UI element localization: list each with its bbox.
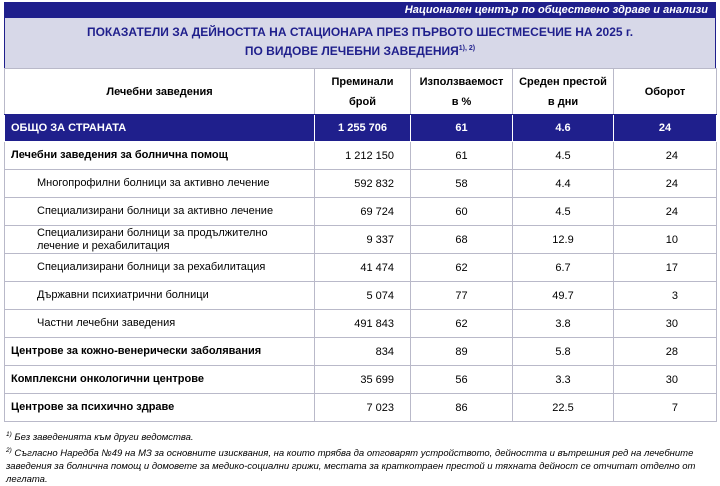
row-turnover: 17 xyxy=(614,254,717,282)
row-discharged: 1 212 150 xyxy=(315,142,411,170)
table-row xyxy=(5,282,717,310)
row-turnover: 24 xyxy=(614,170,717,198)
total-label: ОБЩО ЗА СТРАНАТА xyxy=(5,115,315,142)
header-facilities: Лечебни заведения xyxy=(5,69,315,115)
row-utilization: 77 xyxy=(411,282,513,310)
row-label: Центрове за психично здраве xyxy=(5,394,315,422)
total-row xyxy=(5,115,717,142)
row-avg-stay: 4.5 xyxy=(513,198,614,226)
row-label: Специализирани болници за продължително лечение и рехабилитация xyxy=(5,226,315,254)
header-avg-stay: Среден престой в дни xyxy=(513,69,614,115)
table-row xyxy=(5,142,717,170)
row-utilization: 62 xyxy=(411,310,513,338)
row-utilization: 86 xyxy=(411,394,513,422)
total-avg-stay: 4.6 xyxy=(513,115,614,142)
row-discharged: 834 xyxy=(315,338,411,366)
row-utilization: 60 xyxy=(411,198,513,226)
row-label: Специализирани болници за рехабилитация xyxy=(5,254,315,282)
title-line-1: ПОКАЗАТЕЛИ ЗА ДЕЙНОСТТА НА СТАЦИОНАРА ПРЕЗ ПЪРВОТО ШЕСТМЕСЕЧИЕ НА 2025 г. xyxy=(86,25,634,39)
row-avg-stay: 3.3 xyxy=(513,366,614,394)
row-turnover: 10 xyxy=(614,226,717,254)
report-title xyxy=(4,18,716,68)
row-turnover: 30 xyxy=(614,310,717,338)
table-row xyxy=(5,338,717,366)
row-utilization: 89 xyxy=(411,338,513,366)
total-utilization: 61 xyxy=(411,115,513,142)
row-discharged: 491 843 xyxy=(315,310,411,338)
footnote-1: $^{1)}$ Без заведенията към други ведомства. xyxy=(6,430,194,443)
row-label: Многопрофилни болници за активно лечение xyxy=(5,170,315,198)
row-avg-stay: 4.4 xyxy=(513,170,614,198)
row-avg-stay: 12.9 xyxy=(513,226,614,254)
row-avg-stay: 3.8 xyxy=(513,310,614,338)
header-discharged: Преминали брой xyxy=(315,69,411,115)
row-discharged: 9 337 xyxy=(315,226,411,254)
row-discharged: 7 023 xyxy=(315,394,411,422)
row-label: Комплексни онкологични центрове xyxy=(5,366,315,394)
header-utilization: Използваемост в % xyxy=(411,69,513,115)
row-utilization: 58 xyxy=(411,170,513,198)
row-avg-stay: 4.5 xyxy=(513,142,614,170)
row-utilization: 62 xyxy=(411,254,513,282)
table-row xyxy=(5,170,717,198)
header-turnover: Оборот xyxy=(614,69,717,115)
title-footnote-ref: 1), 2) xyxy=(458,45,476,52)
table-row xyxy=(5,226,717,254)
table-row xyxy=(5,366,717,394)
row-turnover: 30 xyxy=(614,366,717,394)
row-discharged: 592 832 xyxy=(315,170,411,198)
row-utilization: 68 xyxy=(411,226,513,254)
row-label: Специализирани болници за активно лечение xyxy=(5,198,315,226)
row-turnover: 24 xyxy=(614,198,717,226)
row-discharged: 5 074 xyxy=(315,282,411,310)
row-avg-stay: 6.7 xyxy=(513,254,614,282)
footnotes xyxy=(6,431,714,486)
row-label: Частни лечебни заведения xyxy=(5,310,315,338)
row-utilization: 56 xyxy=(411,366,513,394)
table-row xyxy=(5,254,717,282)
stats-table xyxy=(4,68,717,422)
total-discharged: 1 255 706 xyxy=(315,115,411,142)
title-line-2: ПО ВИДОВЕ ЛЕЧЕБНИ $ЗАВЕДЕНИЯ^{1), 2)}$ xyxy=(244,44,476,58)
table-row xyxy=(5,198,717,226)
row-turnover: 3 xyxy=(614,282,717,310)
table-row xyxy=(5,310,717,338)
row-avg-stay: 49.7 xyxy=(513,282,614,310)
total-turnover: 24 xyxy=(614,115,717,142)
row-discharged: 69 724 xyxy=(315,198,411,226)
row-turnover: 24 xyxy=(614,142,717,170)
footnote-2: $^{2)}$ Съгласно Наредба №49 на МЗ за основните изисквания, на които трябва да отговарят устройството, дейността и вътрешния ред на лечебните заведения за болнична помощ и домовете за медико-социални грижи, местата за краткотраен престой и тяхната дейност се отчитат отделно от леглата. xyxy=(6,446,696,485)
table-header-row xyxy=(5,69,717,115)
row-avg-stay: 22.5 xyxy=(513,394,614,422)
row-discharged: 41 474 xyxy=(315,254,411,282)
row-turnover: 28 xyxy=(614,338,717,366)
row-utilization: 61 xyxy=(411,142,513,170)
organization-banner: Национален център по обществено здраве и анализи xyxy=(4,2,716,18)
row-label: Държавни психиатрични болници xyxy=(5,282,315,310)
row-discharged: 35 699 xyxy=(315,366,411,394)
row-avg-stay: 5.8 xyxy=(513,338,614,366)
table-row xyxy=(5,394,717,422)
row-turnover: 7 xyxy=(614,394,717,422)
row-label: Центрове за кожно-венерически заболявания xyxy=(5,338,315,366)
row-label: Лечебни заведения за болнична помощ xyxy=(5,142,315,170)
